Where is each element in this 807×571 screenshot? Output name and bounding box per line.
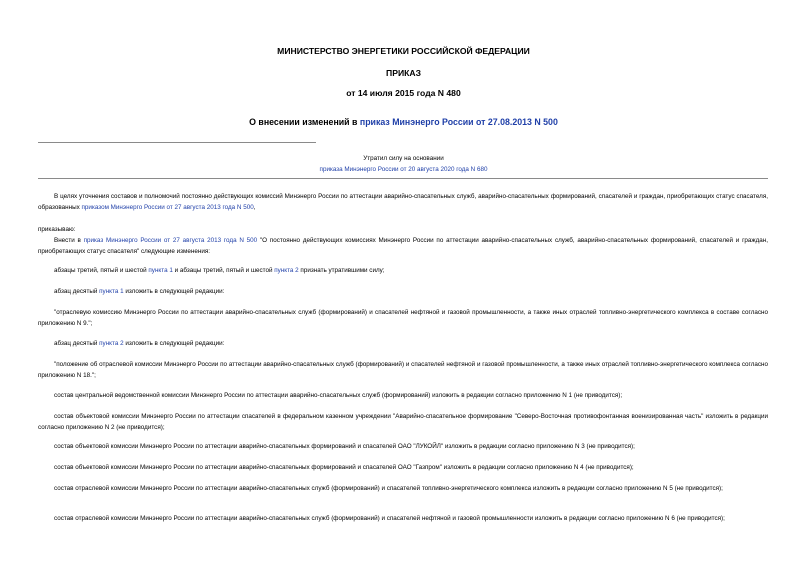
amend-text: "О постоянно действующих комиссиях Минэнерго России по аттестации аварийно-спасательных служб, аварийно-спасательных формирований, спасателей и граждан, приобретающих статус спасателя" следующие изменения: xyxy=(38,237,768,255)
item-1-link[interactable]: пункта 1 xyxy=(148,267,173,274)
divider-bottom xyxy=(38,178,768,179)
repeal-notice-link-line xyxy=(0,166,807,173)
document-title xyxy=(0,117,807,127)
paragraph-appendix-5: состав отраслевой комиссии Минэнерго России по аттестации аварийно-спасательных служб (формирований) и спасателей топливно-энергетического комплекса изложить в редакции согласно приложению N 5 (не приводится); xyxy=(54,485,723,492)
title-order-link[interactable]: приказ Минэнерго России от 27.08.2013 N 500 xyxy=(359,117,558,127)
item2-edit-a: абзац десятый xyxy=(54,340,100,347)
preamble-end: , xyxy=(253,204,256,211)
repeal-c: признать утратившими силу; xyxy=(298,267,385,274)
paragraph-appendix-4: состав объектовой комиссии Минэнерго России по аттестации аварийно-спасательных формирований и спасателей ОАО "Газпром" изложить в редакции согласно приложению N 4 (не приводится); xyxy=(54,464,634,471)
paragraph-appendix-6: состав отраслевой комиссии Минэнерго России по аттестации аварийно-спасательных служб (формирований) и спасателей нефтяной и газовой промышленности изложить в редакции согласно приложению N 6 (не приводится); xyxy=(54,515,725,522)
paragraph-preamble xyxy=(38,191,768,213)
item-1-link-2[interactable]: пункта 1 xyxy=(99,288,124,295)
repeal-notice-line: Утратил силу на основании xyxy=(363,155,444,162)
paragraph-item1-edit xyxy=(38,286,768,297)
date-number-heading: от 14 июля 2015 года N 480 xyxy=(346,88,461,98)
paragraph-repeal-items xyxy=(38,265,768,276)
item1-edit-a: абзац десятый xyxy=(54,288,100,295)
ministry-heading: МИНИСТЕРСТВО ЭНЕРГЕТИКИ РОССИЙСКОЙ ФЕДЕРАЦИИ xyxy=(277,46,530,56)
paragraph-appendix-1: состав центральной ведомственной комиссии Минэнерго России по аттестации аварийно-спасательных служб (формирований) изложить в редакции согласно приложению N 1 (не приводится); xyxy=(54,392,623,399)
item-2-link[interactable]: пункта 2 xyxy=(274,267,299,274)
repeal-b: и абзацы третий, пятый и шестой xyxy=(172,267,275,274)
divider-top xyxy=(38,142,316,143)
doc-type-heading: ПРИКАЗ xyxy=(386,68,421,78)
paragraph-quote-2: "положение об отраслевой комиссии Минэнерго России по аттестации аварийно-спасательных служб (формирований) и спасателей нефтяной и газовой промышленности, а также иных отраслей топливно-энергетического комплекса согласно приложению N 18."; xyxy=(38,361,768,379)
item2-edit-b: изложить в следующей редакции: xyxy=(123,340,225,347)
paragraph-appendix-3: состав объектовой комиссии Минэнерго России по аттестации аварийно-спасательных формирований и спасателей ОАО "ЛУКОЙЛ" изложить в редакции согласно приложению N 3 (не приводится); xyxy=(54,443,635,450)
paragraph-item2-edit xyxy=(38,338,768,349)
paragraph-order-word: приказываю: xyxy=(38,226,76,233)
repeal-a: абзацы третий, пятый и шестой xyxy=(54,267,149,274)
item1-edit-b: изложить в следующей редакции: xyxy=(123,288,225,295)
item-2-link-2[interactable]: пункта 2 xyxy=(99,340,124,347)
order-500-link-2[interactable]: приказ Минэнерго России от 27 августа 2013 года N 500 xyxy=(83,237,258,244)
paragraph-quote-1: "отраслевую комиссию Минэнерго России по аттестации аварийно-спасательных служб (формирований) и спасателей нефтяной и газовой промышленности, а также иных отраслей топливно-энергетического комплекса в составе согласно приложению N 9."; xyxy=(38,309,768,327)
repeal-order-link[interactable]: приказа Минэнерго России от 20 августа 2020 года N 680 xyxy=(319,166,488,173)
paragraph-amend xyxy=(38,235,768,257)
order-500-link[interactable]: приказом Минэнерго России от 27 августа 2013 года N 500 xyxy=(81,204,254,211)
amend-pre: Внести в xyxy=(54,237,84,244)
preamble-text: В целях уточнения составов и полномочий постоянно действующих комиссий Минэнерго России по аттестации аварийно-спасательных служб, аварийно-спасательных формирований, спасателей и граждан, приобретающих статус спасателя, образованных xyxy=(38,193,768,211)
paragraph-appendix-2: состав объектовой комиссии Минэнерго России по аттестации спасателей в федеральном казенном учреждении "Аварийно-спасательное формирование "Северо-Восточная противофонтанная военизированная часть" изложить в редакции согласно приложению N 2 (не приводится); xyxy=(38,413,768,431)
title-prefix: О внесении изменений в xyxy=(249,117,360,127)
